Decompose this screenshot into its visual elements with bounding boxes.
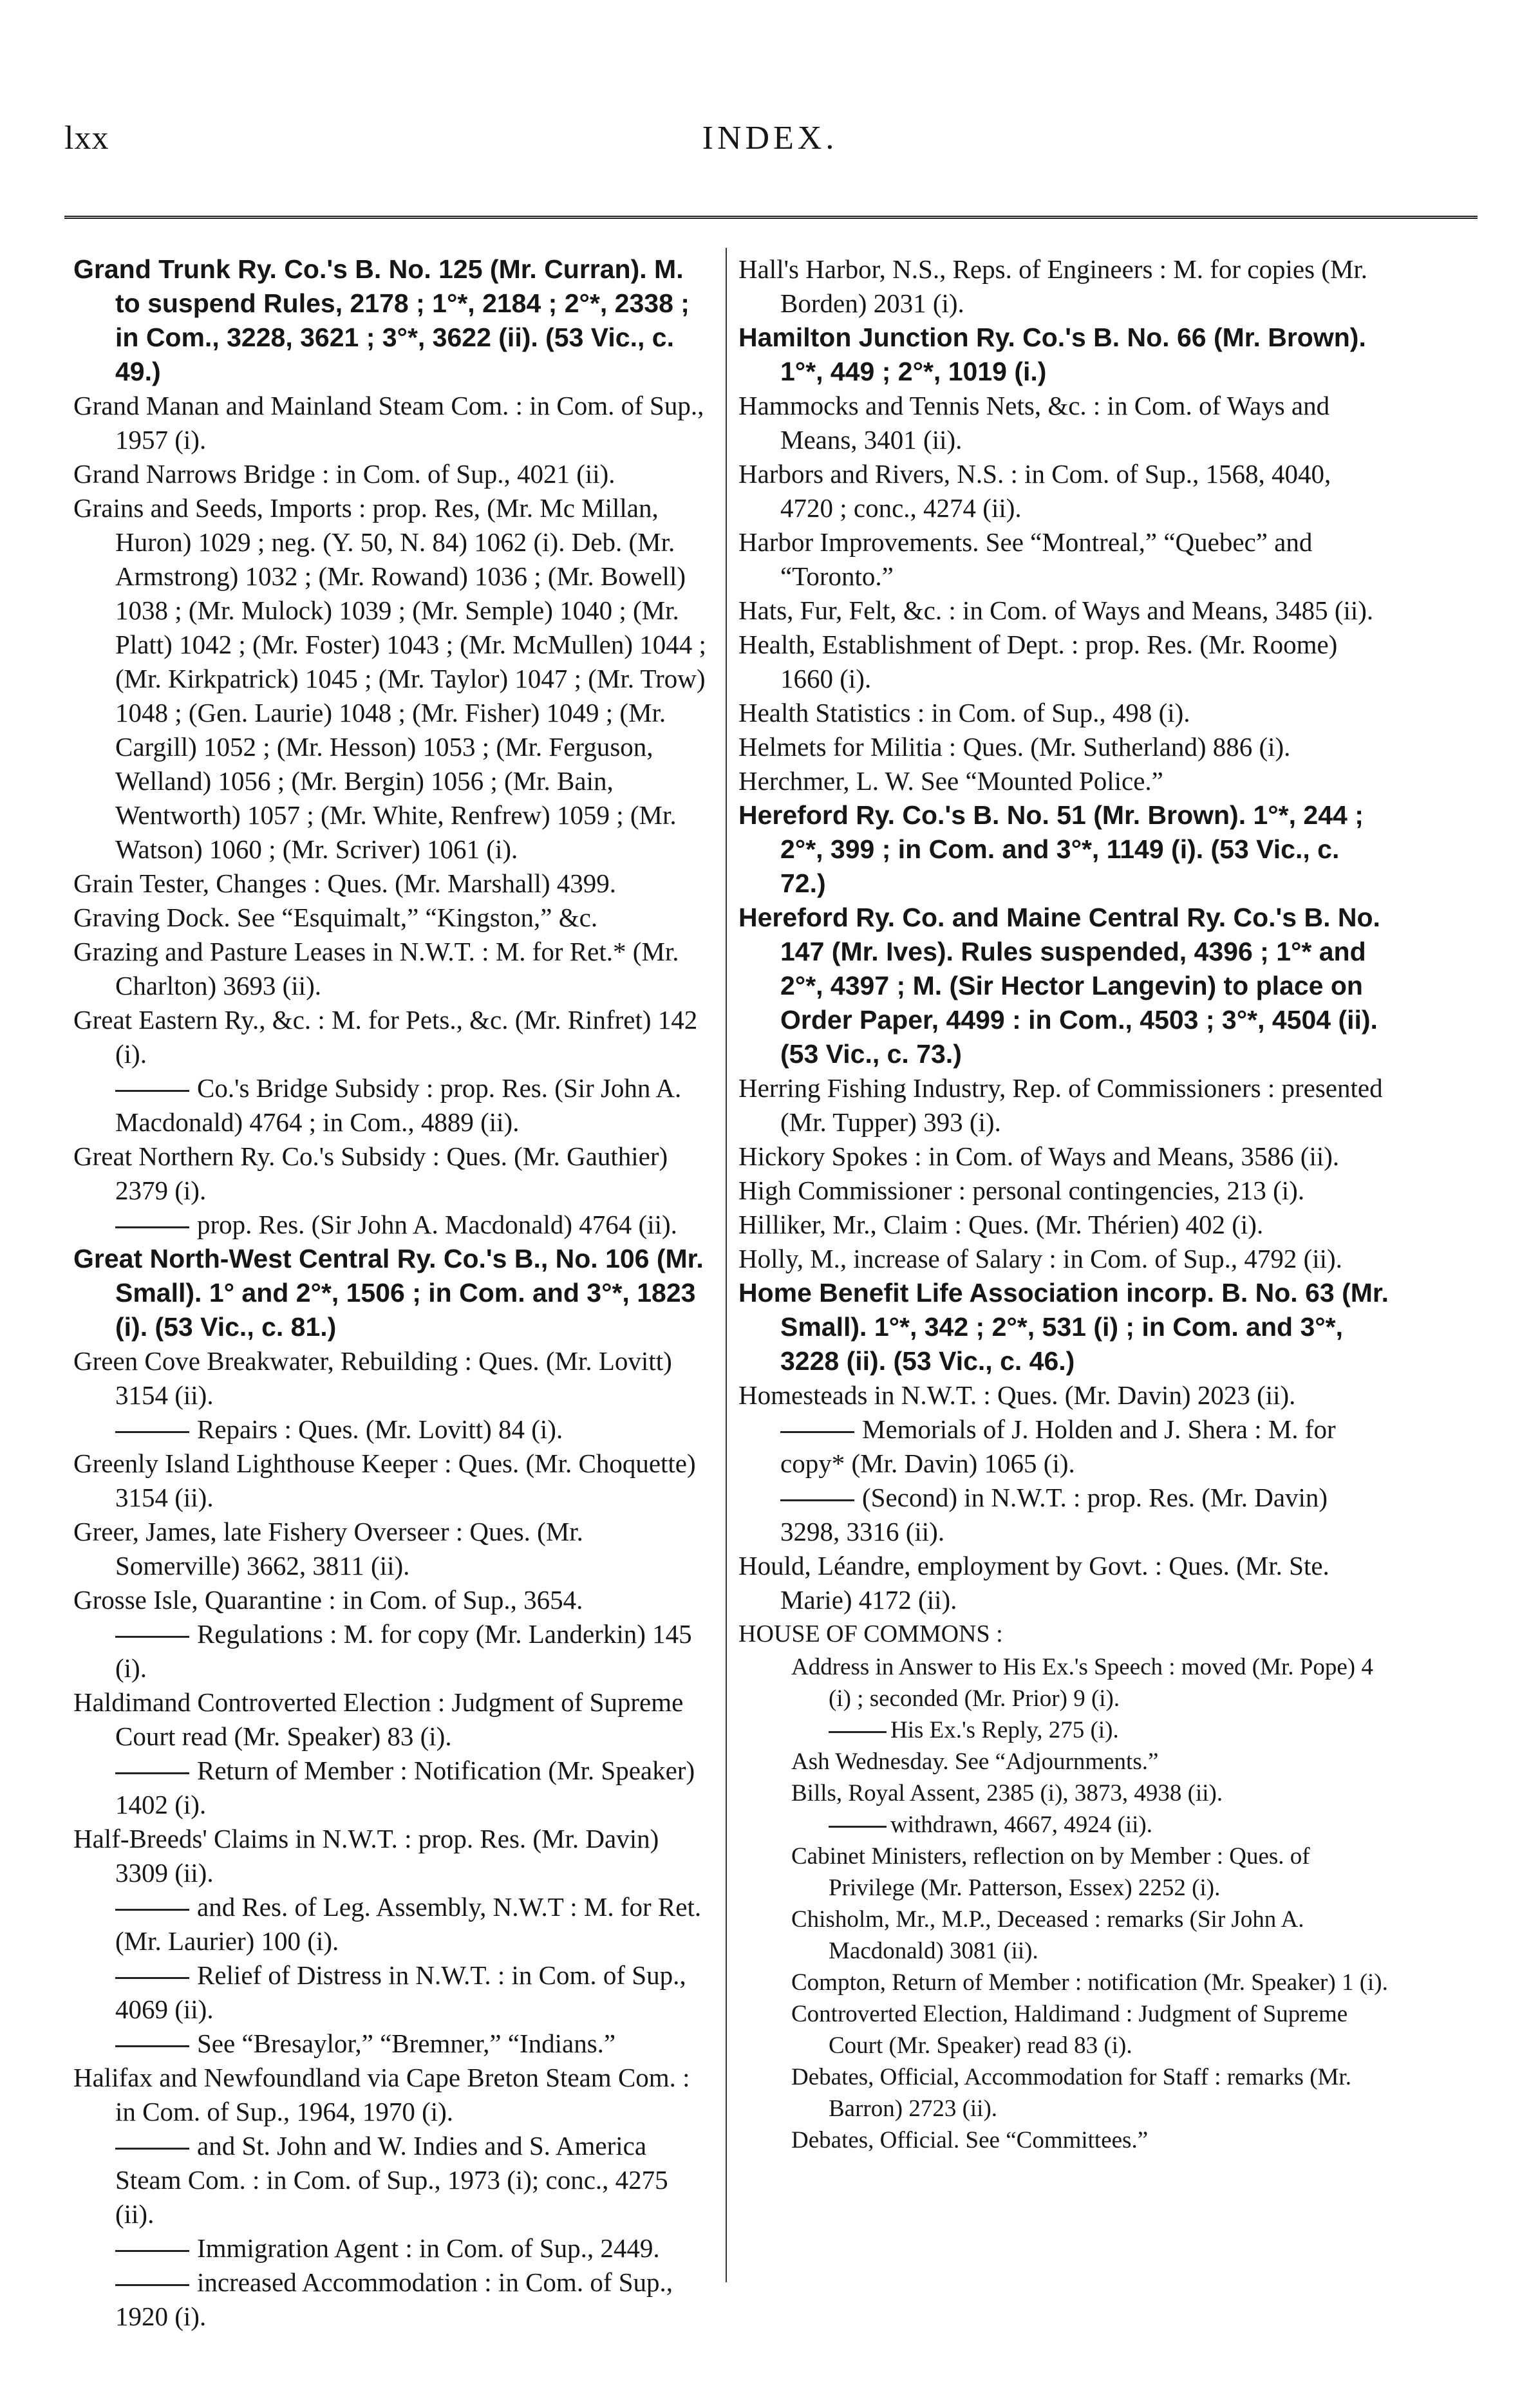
- index-subentry: Regulations : M. for copy (Mr. Landerkin) 145 (i).: [73, 1617, 708, 1685]
- index-subentry: Relief of Distress in N.W.T. : in Com. of Sup., 4069 (ii).: [73, 1958, 708, 2027]
- index-heading-entry: Hamilton Junction Ry. Co.'s B. No. 66 (Mr. Brown). 1°*, 449 ; 2°*, 1019 (i.): [738, 323, 1366, 386]
- index-subentry: (Second) in N.W.T. : prop. Res. (Mr. Davin) 3298, 3316 (ii).: [738, 1481, 1389, 1549]
- index-entry: Great Northern Ry. Co.'s Subsidy : Ques. (Mr. Gauthier) 2379 (i).: [73, 1141, 668, 1205]
- index-entry: Bills, Royal Assent, 2385 (i), 3873, 4938 (ii).: [791, 1780, 1223, 1806]
- index-subentry: and St. John and W. Indies and S. America Steam Com. : in Com. of Sup., 1973 (i); conc., 4275 (ii).: [73, 2129, 708, 2231]
- index-entry: Hilliker, Mr., Claim : Ques. (Mr. Thérien) 402 (i).: [738, 1210, 1264, 1239]
- index-entry: Hall's Harbor, N.S., Reps. of Engineers : M. for copies (Mr. Borden) 2031 (i).: [738, 254, 1368, 318]
- index-entry: Grain Tester, Changes : Ques. (Mr. Marshall) 4399.: [73, 868, 617, 898]
- index-entry: Hammocks and Tennis Nets, &c. : in Com. of Ways and Means, 3401 (ii).: [738, 391, 1330, 455]
- index-entry: Green Cove Breakwater, Rebuilding : Ques. (Mr. Lovitt) 3154 (ii).: [73, 1346, 672, 1410]
- right-column: [738, 252, 1389, 2156]
- index-entry: Hats, Fur, Felt, &c. : in Com. of Ways and Means, 3485 (ii).: [738, 595, 1374, 625]
- index-entry: Helmets for Militia : Ques. (Mr. Sutherland) 886 (i).: [738, 732, 1291, 762]
- index-entry: Health Statistics : in Com. of Sup., 498 (i).: [738, 698, 1190, 727]
- index-entry: Greer, James, late Fishery Overseer : Ques. (Mr. Somerville) 3662, 3811 (ii).: [73, 1517, 583, 1580]
- index-subentry: See “Bresaylor,” “Bremner,” “Indians.”: [73, 2027, 708, 2061]
- page-title: INDEX.: [702, 120, 838, 156]
- index-entry: Health, Establishment of Dept. : prop. Res. (Mr. Roome) 1660 (i).: [738, 630, 1338, 693]
- index-entry: Herring Fishing Industry, Rep. of Commissioners : presented (Mr. Tupper) 393 (i).: [738, 1073, 1383, 1137]
- index-heading-entry: Hereford Ry. Co. and Maine Central Ry. Co.'s B. No. 147 (Mr. Ives). Rules suspended, 4396 ; 1°* and 2°*, 4397 ; M. (Sir Hector Langevin) to place on Order Paper, 4499 : in Com., 4503 ; 3°*, 4504 (ii). (53 Vic., c. 73.): [738, 903, 1380, 1069]
- index-entry: Controverted Election, Haldimand : Judgment of Supreme Court (Mr. Speaker) read 83 (i).: [791, 2001, 1348, 2059]
- index-entry: Herchmer, L. W. See “Mounted Police.”: [738, 766, 1163, 796]
- index-entry: Debates, Official. See “Committees.”: [791, 2127, 1149, 2153]
- index-entry: Halifax and Newfoundland via Cape Breton Steam Com. : in Com. of Sup., 1964, 1970 (i).: [73, 2063, 690, 2126]
- index-entry: Ash Wednesday. See “Adjournments.”: [791, 1749, 1159, 1775]
- index-entry: Grosse Isle, Quarantine : in Com. of Sup., 3654.: [73, 1585, 583, 1615]
- index-entry: Homesteads in N.W.T. : Ques. (Mr. Davin) 2023 (ii).: [738, 1380, 1296, 1410]
- index-subentry: Co.'s Bridge Subsidy : prop. Res. (Sir John A. Macdonald) 4764 ; in Com., 4889 (ii).: [73, 1071, 708, 1139]
- index-entry: Great Eastern Ry., &c. : M. for Pets., &c. (Mr. Rinfret) 142 (i).: [73, 1005, 698, 1069]
- index-entry: Grand Narrows Bridge : in Com. of Sup., 4021 (ii).: [73, 459, 615, 489]
- index-entry: Chisholm, Mr., M.P., Deceased : remarks (Sir John A. Macdonald) 3081 (ii).: [791, 1906, 1304, 1964]
- index-entry: Grazing and Pasture Leases in N.W.T. : M. for Ret.* (Mr. Charlton) 3693 (ii).: [73, 937, 679, 1000]
- index-heading-entry: Home Benefit Life Association incorp. B. No. 63 (Mr. Small). 1°*, 342 ; 2°*, 531 (i) ; in Com. and 3°*, 3228 (ii). (53 Vic., c. 46.): [738, 1278, 1389, 1376]
- index-subentry: prop. Res. (Sir John A. Macdonald) 4764 (ii).: [73, 1208, 708, 1242]
- left-column: [73, 252, 708, 2334]
- index-entry: High Commissioner : personal contingencies, 213 (i).: [738, 1176, 1305, 1205]
- index-subentry: and Res. of Leg. Assembly, N.W.T : M. for Ret. (Mr. Laurier) 100 (i).: [73, 1890, 708, 1958]
- index-entry: Hould, Léandre, employment by Govt. : Ques. (Mr. Ste. Marie) 4172 (ii).: [738, 1551, 1329, 1615]
- index-entry: Harbor Improvements. See “Montreal,” “Quebec” and “Toronto.”: [738, 527, 1313, 591]
- index-entry: Compton, Return of Member : notification (Mr. Speaker) 1 (i).: [791, 1969, 1388, 1996]
- index-entry: Harbors and Rivers, N.S. : in Com. of Sup., 1568, 4040, 4720 ; conc., 4274 (ii).: [738, 459, 1331, 523]
- index-entry: Address in Answer to His Ex.'s Speech : moved (Mr. Pope) 4 (i) ; seconded (Mr. Prior) 9 (i).: [791, 1654, 1373, 1712]
- index-entry: Haldimand Controverted Election : Judgment of Supreme Court read (Mr. Speaker) 83 (i).: [73, 1687, 684, 1751]
- index-entry: Holly, M., increase of Salary : in Com. of Sup., 4792 (ii).: [738, 1244, 1342, 1273]
- index-subentry: withdrawn, 4667, 4924 (ii).: [738, 1809, 1389, 1841]
- page-number: lxx: [64, 120, 109, 156]
- index-heading-entry: Great North-West Central Ry. Co.'s B., No. 106 (Mr. Small). 1° and 2°*, 1506 ; in Com. and 3°*, 1823 (i). (53 Vic., c. 81.): [73, 1244, 704, 1342]
- index-section-heading: HOUSE OF COMMONS :: [738, 1620, 1003, 1647]
- index-subentry: Memorials of J. Holden and J. Shera : M. for copy* (Mr. Davin) 1065 (i).: [738, 1412, 1389, 1481]
- column-divider: [726, 248, 727, 2282]
- index-entry: Grains and Seeds, Imports : prop. Res, (Mr. Mc Millan, Huron) 1029 ; neg. (Y. 50, N. 84) 1062 (i). Deb. (Mr. Armstrong) 1032 ; (Mr. Rowand) 1036 ; (Mr. Bowell) 1038 ; (Mr. Mulock) 1039 ; (Mr. Semple) 1040 ; (Mr. Platt) 1042 ; (Mr. Foster) 1043 ; (Mr. McMullen) 1044 ; (Mr. Kirkpatrick) 1045 ; (Mr. Taylor) 1047 ; (Mr. Trow) 1048 ; (Gen. Laurie) 1048 ; (Mr. Fisher) 1049 ; (Mr. Cargill) 1052 ; (Mr. Hesson) 1053 ; (Mr. Ferguson, Welland) 1056 ; (Mr. Bergin) 1056 ; (Mr. Bain, Wentworth) 1057 ; (Mr. White, Renfrew) 1059 ; (Mr. Watson) 1060 ; (Mr. Scriver) 1061 (i).: [73, 493, 706, 864]
- index-entry: Debates, Official, Accommodation for Staff : remarks (Mr. Barron) 2723 (ii).: [791, 2064, 1351, 2122]
- index-subentry: increased Accommodation : in Com. of Sup., 1920 (i).: [73, 2265, 708, 2334]
- index-subentry: Repairs : Ques. (Mr. Lovitt) 84 (i).: [73, 1412, 708, 1447]
- header-rule: [64, 216, 1478, 219]
- index-heading-entry: Grand Trunk Ry. Co.'s B. No. 125 (Mr. Curran). M. to suspend Rules, 2178 ; 1°*, 2184 ; 2°*, 2338 ; in Com., 3228, 3621 ; 3°*, 3622 (ii). (53 Vic., c. 49.): [73, 254, 690, 386]
- page-header: [0, 119, 1540, 177]
- index-entry: Greenly Island Lighthouse Keeper : Ques. (Mr. Choquette) 3154 (ii).: [73, 1449, 696, 1512]
- index-entry: Cabinet Ministers, reflection on by Member : Ques. of Privilege (Mr. Patterson, Essex) 2252 (i).: [791, 1843, 1310, 1901]
- index-subentry: Immigration Agent : in Com. of Sup., 2449.: [73, 2231, 708, 2265]
- index-subentry: His Ex.'s Reply, 275 (i).: [738, 1714, 1389, 1746]
- index-entry: Graving Dock. See “Esquimalt,” “Kingston,” &c.: [73, 903, 598, 932]
- index-entry: Half-Breeds' Claims in N.W.T. : prop. Res. (Mr. Davin) 3309 (ii).: [73, 1824, 659, 1888]
- index-entry: Grand Manan and Mainland Steam Com. : in Com. of Sup., 1957 (i).: [73, 391, 704, 455]
- index-entry: Hickory Spokes : in Com. of Ways and Means, 3586 (ii).: [738, 1141, 1340, 1171]
- index-heading-entry: Hereford Ry. Co.'s B. No. 51 (Mr. Brown). 1°*, 244 ; 2°*, 399 ; in Com. and 3°*, 1149 (i). (53 Vic., c. 72.): [738, 800, 1364, 898]
- index-subentry: Return of Member : Notification (Mr. Speaker) 1402 (i).: [73, 1754, 708, 1822]
